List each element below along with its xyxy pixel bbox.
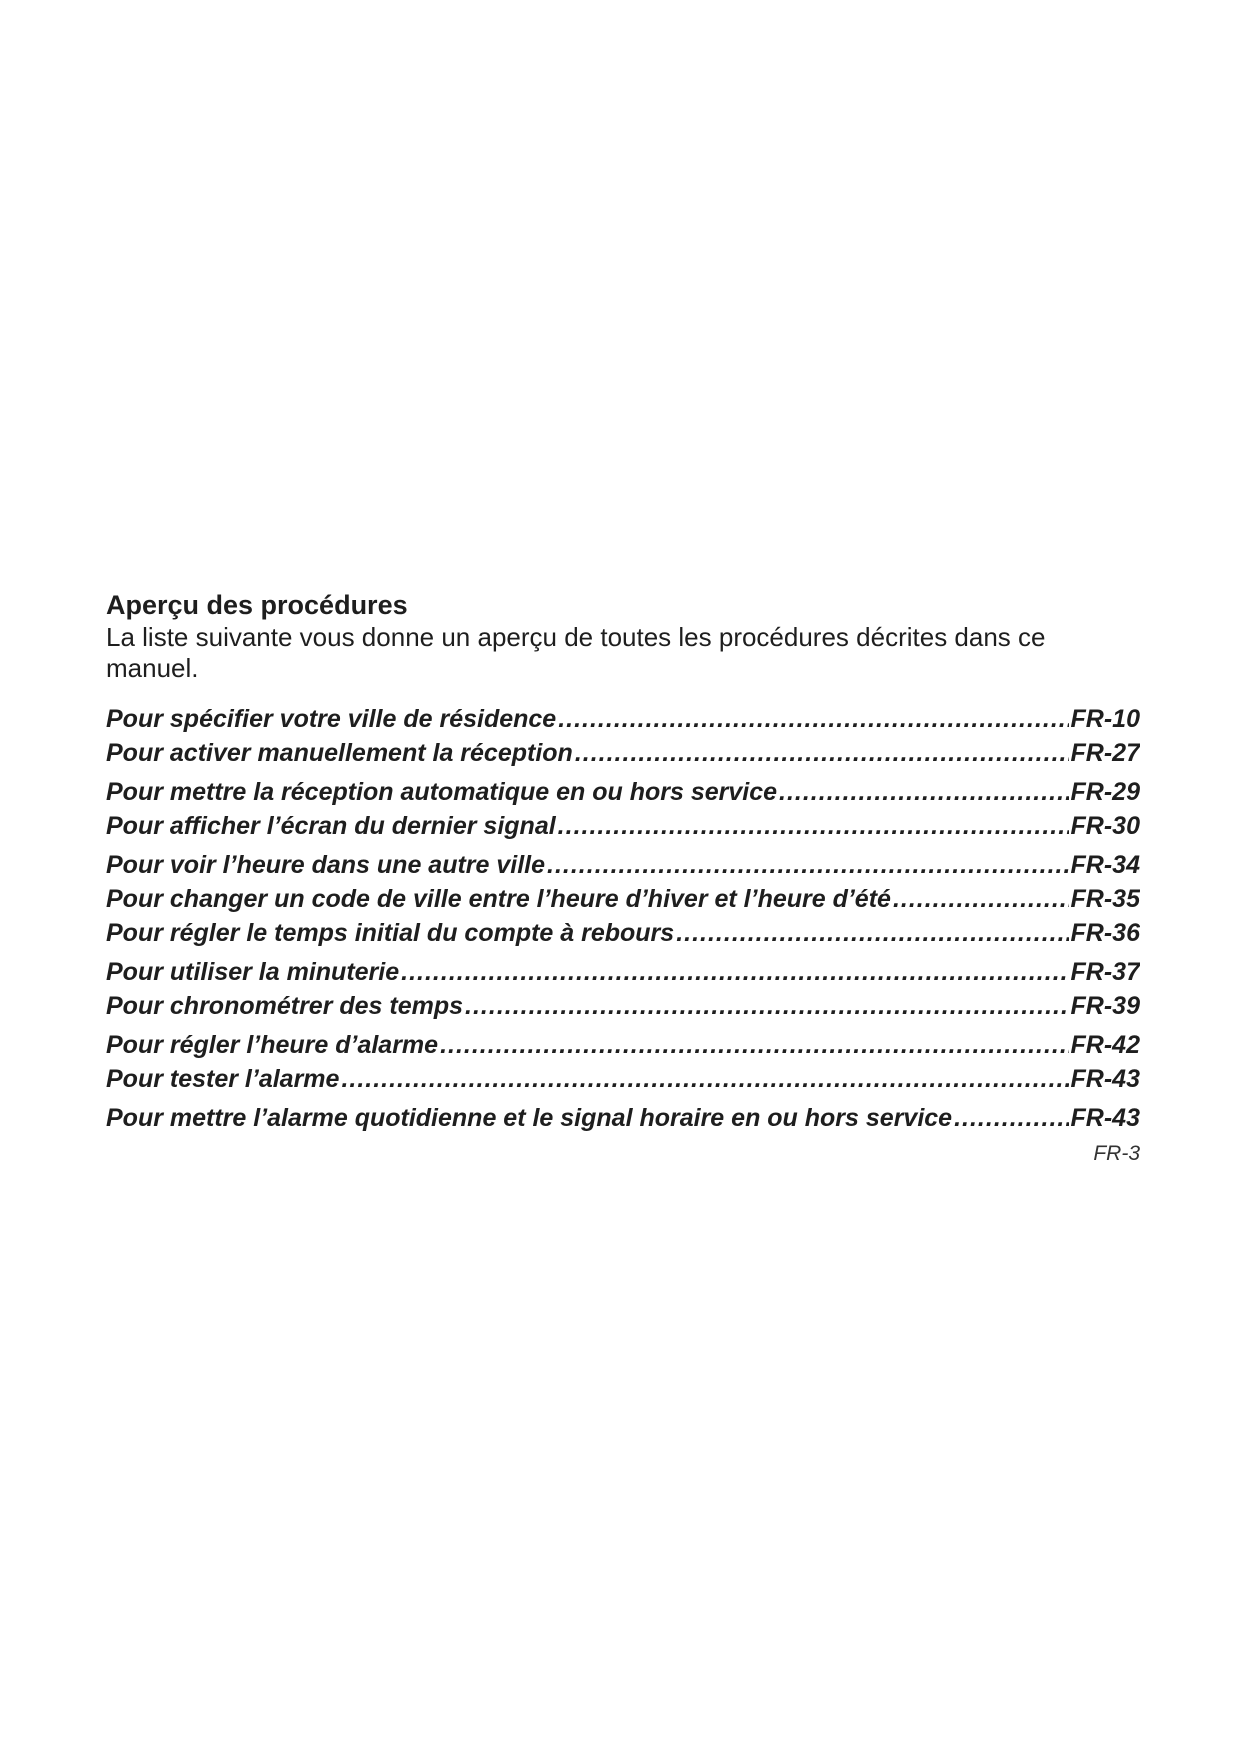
toc-leader-dots: [341, 1062, 1068, 1096]
toc-leader-dots: [465, 989, 1069, 1023]
toc-entry: [106, 1101, 1140, 1135]
toc-leader-dots: [401, 955, 1068, 989]
toc-entry-title: Pour spécifier votre ville de résidence: [106, 705, 557, 733]
toc-entry-page: FR-36: [1070, 919, 1140, 947]
toc-leader-dots: [558, 702, 1068, 736]
toc-entry-page: FR-43: [1070, 1104, 1140, 1132]
toc-entry-page: FR-27: [1070, 739, 1140, 767]
toc-entry-title: Pour régler l’heure d’alarme: [106, 1031, 439, 1059]
toc-leader-dots: [779, 775, 1069, 809]
toc-entry-page: FR-42: [1070, 1031, 1140, 1059]
toc-entry: [106, 775, 1140, 809]
toc-entry-title: Pour mettre la réception automatique en ou hors service: [106, 778, 778, 806]
toc-entry-page: FR-35: [1070, 885, 1140, 913]
toc-leader-dots: [575, 736, 1069, 770]
toc-leader-dots: [547, 848, 1069, 882]
toc-entry: [106, 989, 1140, 1023]
toc-leader-dots: [954, 1101, 1068, 1135]
toc-leader-dots: [893, 882, 1069, 916]
toc-entry-page: FR-34: [1070, 851, 1140, 879]
toc-leader-dots: [558, 809, 1069, 843]
procedures-overview: [106, 588, 1140, 1167]
toc-entry-page: FR-39: [1070, 992, 1140, 1020]
page-number: FR-3: [1093, 1142, 1140, 1165]
toc-entry-title: Pour régler le temps initial du compte à rebours: [106, 919, 675, 947]
toc-entry-title: Pour activer manuellement la réception: [106, 739, 573, 767]
toc-entry-title: Pour changer un code de ville entre l’heure d’hiver et l’heure d’été: [106, 885, 891, 913]
toc-entry: [106, 1028, 1140, 1062]
toc-entry-title: Pour afficher l’écran du dernier signal: [106, 812, 556, 840]
toc-entry-page: FR-43: [1070, 1065, 1140, 1093]
toc-entry: [106, 848, 1140, 882]
toc-entry-title: Pour voir l’heure dans une autre ville: [106, 851, 546, 879]
toc-entry: [106, 1062, 1140, 1096]
toc-entry-page: FR-37: [1070, 958, 1140, 986]
toc-entry-page: FR-10: [1070, 705, 1140, 733]
section-title: Aperçu des procédures: [106, 590, 408, 620]
toc-entry-page: FR-29: [1070, 778, 1140, 806]
toc-entry: [106, 736, 1140, 770]
toc-entry-title: Pour mettre l’alarme quotidienne et le signal horaire en ou hors service: [106, 1104, 953, 1132]
toc-entry: [106, 809, 1140, 843]
toc-leader-dots: [676, 916, 1068, 950]
procedure-list: [106, 702, 1140, 1135]
toc-entry-title: Pour chronométrer des temps: [106, 992, 464, 1020]
toc-entry: [106, 955, 1140, 989]
toc-entry: [106, 882, 1140, 916]
toc-entry: [106, 916, 1140, 950]
toc-leader-dots: [440, 1028, 1068, 1062]
intro-paragraph: La liste suivante vous donne un aperçu de toutes les procédures décrites dans ce manuel.: [106, 622, 1046, 683]
toc-entry-title: Pour utiliser la minuterie: [106, 958, 400, 986]
toc-entry-page: FR-30: [1070, 812, 1140, 840]
toc-entry-title: Pour tester l’alarme: [106, 1065, 340, 1093]
toc-entry: [106, 702, 1140, 736]
